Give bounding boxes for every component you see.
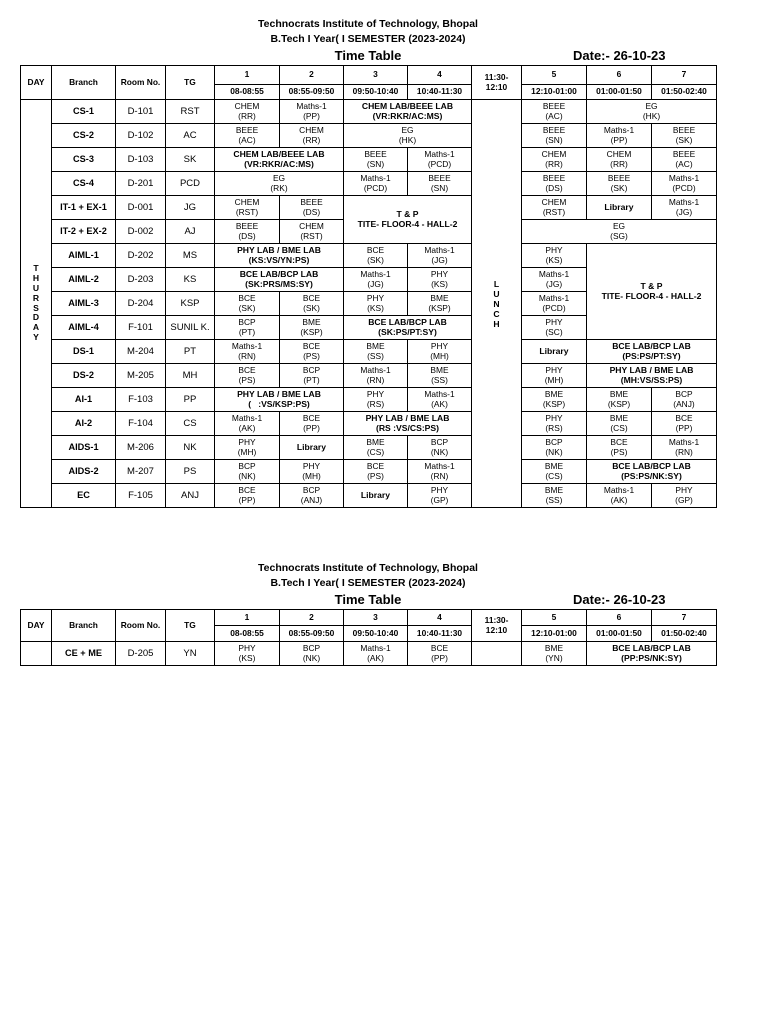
branch-cell: CE + ME	[52, 642, 116, 666]
library-cell: Library	[280, 436, 344, 460]
class-cell: Maths-1 (PP)	[280, 100, 344, 124]
vertical-letter: U	[493, 288, 500, 299]
class-cell: Maths-1 (AK)	[408, 388, 472, 412]
time-period-1: 08-08:55	[215, 85, 280, 100]
class-cell: Maths-1 (JG)	[344, 268, 408, 292]
class-cell: PHY (KS)	[344, 292, 408, 316]
class-cell: EG (RK)	[215, 172, 344, 196]
tg-cell: JG	[166, 196, 215, 220]
room-cell: F-103	[116, 388, 166, 412]
table-row	[21, 412, 717, 436]
room-cell: M-206	[116, 436, 166, 460]
vertical-letter: T	[33, 263, 39, 274]
class-cell: Maths-1 (JG)	[652, 196, 717, 220]
class-cell: BCE (SK)	[344, 244, 408, 268]
vertical-letter: R	[32, 292, 40, 303]
tg-cell: NK	[166, 436, 215, 460]
vertical-letter: C	[493, 308, 500, 319]
class-cell: Maths-1 (PCD)	[408, 148, 472, 172]
class-cell: BME (SS)	[344, 340, 408, 364]
branch-cell: IT-2 + EX-2	[52, 220, 116, 244]
vertical-letter: N	[493, 298, 500, 309]
class-cell: PHY (MH)	[215, 436, 280, 460]
lunch-cell	[472, 100, 522, 508]
col-period-4: 4	[408, 66, 472, 85]
class-cell: BCE (PP)	[215, 484, 280, 508]
tg-cell: CS	[166, 412, 215, 436]
class-cell: Maths-1 (PCD)	[344, 172, 408, 196]
lab-cell: CHEM LAB/BEEE LAB (VR:RKR/AC:MS)	[344, 100, 472, 124]
tg-cell: YN	[166, 642, 215, 666]
class-cell: CHEM (RR)	[280, 124, 344, 148]
timetable-title: Time Table	[334, 48, 402, 63]
table-row	[21, 124, 717, 148]
class-cell: PHY (MH)	[408, 340, 472, 364]
lab-cell: PHY LAB / BME LAB (MH:VS/SS:PS)	[587, 364, 717, 388]
room-cell: M-204	[116, 340, 166, 364]
room-cell: D-103	[116, 148, 166, 172]
col-room: Room No.	[116, 66, 166, 100]
class-cell: Maths-1 (RN)	[652, 436, 717, 460]
branch-cell: CS-3	[52, 148, 116, 172]
class-cell: PHY (SC)	[522, 316, 587, 340]
vertical-letter: H	[493, 318, 500, 329]
time-period-6: 01:00-01:50	[587, 626, 652, 642]
class-cell: BCE (PP)	[652, 412, 717, 436]
library-cell: Library	[587, 196, 652, 220]
class-cell: BCP (ANJ)	[652, 388, 717, 412]
branch-cell: DS-1	[52, 340, 116, 364]
timetable-date: Date:- 26-10-23	[573, 592, 666, 607]
col-day: DAY	[21, 610, 52, 642]
day-label	[21, 264, 51, 342]
lab-cell: BCE LAB/BCP LAB (SK:PRS/MS:SY)	[215, 268, 344, 292]
col-period-3: 3	[344, 610, 408, 626]
class-cell: BME (CS)	[587, 412, 652, 436]
lunch-cell	[472, 642, 522, 666]
lab-cell: BCE LAB/BCP LAB (PP:PS/NK:SY)	[587, 642, 717, 666]
class-cell: BCE (PS)	[344, 460, 408, 484]
vertical-letter: Y	[33, 331, 39, 342]
time-period-4: 10:40-11:30	[408, 85, 472, 100]
header-row-1	[21, 610, 717, 626]
class-cell: Maths-1 (RN)	[408, 460, 472, 484]
col-day: DAY	[21, 66, 52, 100]
tg-cell: AC	[166, 124, 215, 148]
class-cell: BCP (NK)	[522, 436, 587, 460]
class-cell: CHEM (RST)	[280, 220, 344, 244]
room-cell: F-105	[116, 484, 166, 508]
branch-cell: AIML-4	[52, 316, 116, 340]
branch-cell: CS-1	[52, 100, 116, 124]
room-cell: D-205	[116, 642, 166, 666]
time-period-7: 01:50-02:40	[652, 626, 717, 642]
tg-cell: KS	[166, 268, 215, 292]
col-tg: TG	[166, 610, 215, 642]
table-row	[21, 436, 717, 460]
class-cell: Maths-1 (JG)	[408, 244, 472, 268]
class-cell: CHEM (RST)	[215, 196, 280, 220]
branch-cell: CS-4	[52, 172, 116, 196]
class-cell: BEEE (SN)	[408, 172, 472, 196]
program-name: B.Tech I Year( I SEMESTER (2023-2024)	[270, 577, 466, 589]
table-row	[21, 484, 717, 508]
table-row	[21, 364, 717, 388]
branch-cell: IT-1 + EX-1	[52, 196, 116, 220]
tg-cell: SUNIL K.	[166, 316, 215, 340]
class-cell: BEEE (SN)	[344, 148, 408, 172]
class-cell: PHY (GP)	[408, 484, 472, 508]
class-cell: BME (KSP)	[587, 388, 652, 412]
title-row	[20, 47, 716, 65]
lab-cell: BCE LAB/BCP LAB (PS:PS/PT:SY)	[587, 340, 717, 364]
lab-cell: PHY LAB / BME LAB (RS :VS/CS:PS)	[344, 412, 472, 436]
class-cell: BME (KSP)	[522, 388, 587, 412]
class-cell: BEEE (DS)	[522, 172, 587, 196]
tp-cell: T & P TITE- FLOOR-4 - HALL-2	[587, 244, 717, 340]
col-period-2: 2	[280, 610, 344, 626]
vertical-letter: D	[32, 312, 40, 323]
day-cell	[21, 100, 52, 508]
col-period-4: 4	[408, 610, 472, 626]
class-cell: BCE (PS)	[587, 436, 652, 460]
class-cell: PHY (MH)	[280, 460, 344, 484]
branch-cell: AI-2	[52, 412, 116, 436]
class-cell: BCE (PS)	[215, 364, 280, 388]
time-period-3: 09:50-10:40	[344, 85, 408, 100]
branch-cell: AI-1	[52, 388, 116, 412]
time-period-5: 12:10-01:00	[522, 85, 587, 100]
room-cell: D-101	[116, 100, 166, 124]
class-cell: BCP (NK)	[215, 460, 280, 484]
program-name: B.Tech I Year( I SEMESTER (2023-2024)	[270, 33, 466, 45]
timetable-block-second	[20, 561, 716, 666]
lab-cell: BCE LAB/BCP LAB (SK:PS/PT:SY)	[344, 316, 472, 340]
tg-cell: MS	[166, 244, 215, 268]
vertical-letter: U	[32, 282, 40, 293]
class-cell: Maths-1 (PCD)	[652, 172, 717, 196]
class-cell: CHEM (RST)	[522, 196, 587, 220]
table-row	[21, 340, 717, 364]
lab-cell: PHY LAB / BME LAB (KS:VS/YN:PS)	[215, 244, 344, 268]
room-cell: D-102	[116, 124, 166, 148]
lab-cell: BCE LAB/BCP LAB (PS:PS/NK:SY)	[587, 460, 717, 484]
class-cell: BEEE (SN)	[522, 124, 587, 148]
time-period-4: 10:40-11:30	[408, 626, 472, 642]
tp-cell: T & P TITE- FLOOR-4 - HALL-2	[344, 196, 472, 244]
class-cell: PHY (KS)	[215, 642, 280, 666]
table-row	[21, 642, 717, 666]
class-cell: BME (YN)	[522, 642, 587, 666]
time-period-6: 01:00-01:50	[587, 85, 652, 100]
tg-cell: AJ	[166, 220, 215, 244]
lab-cell: PHY LAB / BME LAB ( :VS/KSP:PS)	[215, 388, 344, 412]
branch-cell: DS-2	[52, 364, 116, 388]
class-cell: CHEM (RR)	[522, 148, 587, 172]
branch-cell: AIML-2	[52, 268, 116, 292]
vertical-letter: S	[33, 302, 39, 313]
class-cell: PHY (RS)	[344, 388, 408, 412]
class-cell: BCP (NK)	[408, 436, 472, 460]
room-cell: D-201	[116, 172, 166, 196]
timetable-block-main	[20, 17, 716, 508]
tg-cell: PCD	[166, 172, 215, 196]
class-cell: BME (CS)	[522, 460, 587, 484]
tg-cell: KSP	[166, 292, 215, 316]
time-period-2: 08:55-09:50	[280, 626, 344, 642]
table-row	[21, 388, 717, 412]
room-cell: F-104	[116, 412, 166, 436]
class-cell: BCP (PT)	[280, 364, 344, 388]
class-cell: PHY (MH)	[522, 364, 587, 388]
table-row	[21, 460, 717, 484]
class-cell: Maths-1 (AK)	[215, 412, 280, 436]
col-period-3: 3	[344, 66, 408, 85]
room-cell: D-202	[116, 244, 166, 268]
class-cell: BME (SS)	[408, 364, 472, 388]
branch-cell: CS-2	[52, 124, 116, 148]
col-room: Room No.	[116, 610, 166, 642]
class-cell: EG (SG)	[522, 220, 717, 244]
room-cell: F-101	[116, 316, 166, 340]
class-cell: BME (CS)	[344, 436, 408, 460]
col-period-1: 1	[215, 66, 280, 85]
tg-cell: SK	[166, 148, 215, 172]
branch-cell: AIML-3	[52, 292, 116, 316]
class-cell: BEEE (SK)	[587, 172, 652, 196]
class-cell: Maths-1 (RN)	[215, 340, 280, 364]
room-cell: M-207	[116, 460, 166, 484]
lunch-time: 11:30-12:10	[484, 614, 509, 635]
timetable-second	[20, 609, 717, 666]
time-period-2: 08:55-09:50	[280, 85, 344, 100]
col-period-6: 6	[587, 66, 652, 85]
class-cell: BCE (PP)	[408, 642, 472, 666]
timetable-date: Date:- 26-10-23	[573, 48, 666, 63]
tg-cell: ANJ	[166, 484, 215, 508]
table-row	[21, 148, 717, 172]
class-cell: BEEE (SK)	[652, 124, 717, 148]
lab-cell: CHEM LAB/BEEE LAB (VR:RKR/AC:MS)	[215, 148, 344, 172]
class-cell: BME (KSP)	[408, 292, 472, 316]
class-cell: BCE (SK)	[280, 292, 344, 316]
col-lunch-time	[472, 66, 522, 100]
class-cell: PHY (KS)	[522, 244, 587, 268]
branch-cell: AIDS-1	[52, 436, 116, 460]
col-period-6: 6	[587, 610, 652, 626]
timetable-title: Time Table	[334, 592, 402, 607]
header-row-1	[21, 66, 717, 85]
room-cell: D-002	[116, 220, 166, 244]
room-cell: M-205	[116, 364, 166, 388]
class-cell: EG (HK)	[344, 124, 472, 148]
class-cell: BCP (ANJ)	[280, 484, 344, 508]
class-cell: EG (HK)	[587, 100, 717, 124]
col-period-2: 2	[280, 66, 344, 85]
class-cell: BME (KSP)	[280, 316, 344, 340]
institute-name: Technocrats Institute of Technology, Bhopal	[258, 18, 478, 30]
timetable-main	[20, 65, 717, 508]
time-period-1: 08-08:55	[215, 626, 280, 642]
col-branch: Branch	[52, 610, 116, 642]
class-cell: Maths-1 (JG)	[522, 268, 587, 292]
tg-cell: PT	[166, 340, 215, 364]
branch-cell: AIDS-2	[52, 460, 116, 484]
library-cell: Library	[344, 484, 408, 508]
tg-cell: MH	[166, 364, 215, 388]
class-cell: PHY (RS)	[522, 412, 587, 436]
class-cell: BCE (PS)	[280, 340, 344, 364]
class-cell: BCE (SK)	[215, 292, 280, 316]
col-period-1: 1	[215, 610, 280, 626]
class-cell: Maths-1 (RN)	[344, 364, 408, 388]
lunch-label	[472, 279, 521, 329]
vertical-letter: L	[493, 278, 500, 289]
room-cell: D-203	[116, 268, 166, 292]
time-period-7: 01:50-02:40	[652, 85, 717, 100]
branch-cell: AIML-1	[52, 244, 116, 268]
time-period-3: 09:50-10:40	[344, 626, 408, 642]
title-row	[20, 591, 716, 609]
class-cell: BEEE (DS)	[280, 196, 344, 220]
col-branch: Branch	[52, 66, 116, 100]
class-cell: BEEE (AC)	[215, 124, 280, 148]
col-lunch-time	[472, 610, 522, 642]
tg-cell: RST	[166, 100, 215, 124]
room-cell: D-204	[116, 292, 166, 316]
class-cell: Maths-1 (PP)	[587, 124, 652, 148]
vertical-letter: A	[32, 322, 40, 333]
room-cell: D-001	[116, 196, 166, 220]
col-period-5: 5	[522, 66, 587, 85]
table-row	[21, 196, 717, 220]
class-cell: BCE (PP)	[280, 412, 344, 436]
class-cell: BEEE (DS)	[215, 220, 280, 244]
lunch-time: 11:30-12:10	[484, 71, 509, 92]
class-cell: PHY (GP)	[652, 484, 717, 508]
col-period-5: 5	[522, 610, 587, 626]
col-period-7: 7	[652, 66, 717, 85]
table-row	[21, 172, 717, 196]
class-cell: BCP (NK)	[280, 642, 344, 666]
class-cell: CHEM (RR)	[215, 100, 280, 124]
tg-cell: PP	[166, 388, 215, 412]
tg-cell: PS	[166, 460, 215, 484]
class-cell: CHEM (RR)	[587, 148, 652, 172]
class-cell: PHY (KS)	[408, 268, 472, 292]
branch-cell: EC	[52, 484, 116, 508]
class-cell: BEEE (AC)	[652, 148, 717, 172]
table-row	[21, 244, 717, 268]
class-cell: Maths-1 (AK)	[587, 484, 652, 508]
class-cell: BME (SS)	[522, 484, 587, 508]
class-cell: BCP (PT)	[215, 316, 280, 340]
col-period-7: 7	[652, 610, 717, 626]
day-cell	[21, 642, 52, 666]
class-cell: BEEE (AC)	[522, 100, 587, 124]
time-period-5: 12:10-01:00	[522, 626, 587, 642]
library-cell: Library	[522, 340, 587, 364]
table-row	[21, 100, 717, 124]
class-cell: Maths-1 (PCD)	[522, 292, 587, 316]
institute-name: Technocrats Institute of Technology, Bhopal	[258, 562, 478, 574]
class-cell: Maths-1 (AK)	[344, 642, 408, 666]
vertical-letter: H	[32, 273, 40, 284]
col-tg: TG	[166, 66, 215, 100]
